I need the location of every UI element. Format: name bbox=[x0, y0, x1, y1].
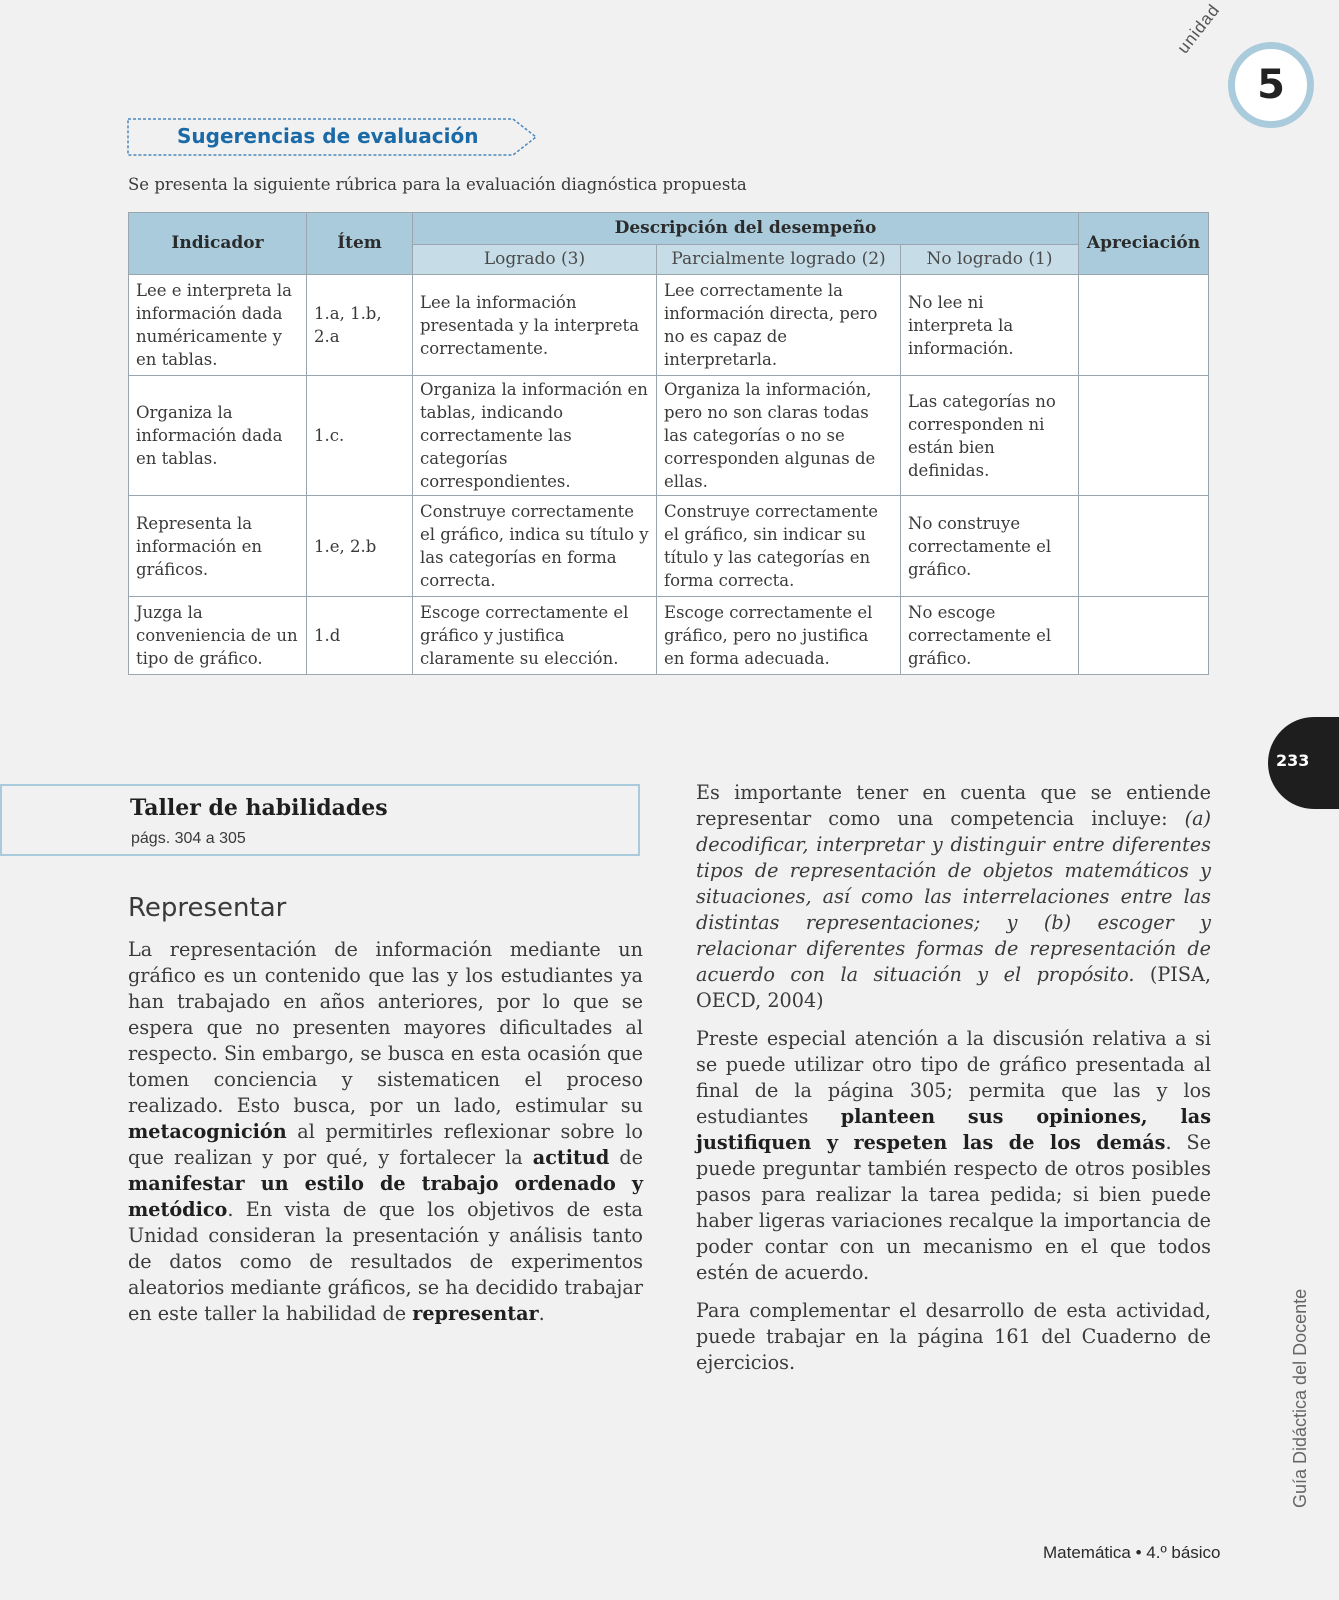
cell-item: 1.c. bbox=[307, 376, 413, 496]
workshop-pages: págs. 304 a 305 bbox=[131, 830, 246, 847]
represent-heading: Representar bbox=[128, 893, 287, 923]
cell-not-achieved: Las categorías no corresponden ni están bien definidas. bbox=[901, 376, 1079, 496]
cell-item: 1.e, 2.b bbox=[307, 496, 413, 597]
table-row bbox=[129, 597, 1209, 675]
evaluation-heading-banner bbox=[127, 118, 537, 156]
cell-indicator: Organiza la información dada en tablas. bbox=[129, 376, 307, 496]
cell-item: 1.a, 1.b, 2.a bbox=[307, 275, 413, 376]
unit-number-badge: 5 bbox=[1228, 42, 1314, 128]
cell-partial: Escoge correctamente el gráfico, pero no justifica en forma adecuada. bbox=[657, 597, 901, 675]
cell-partial: Construye correctamente el gráfico, sin indicar su título y las categorías en forma correcta. bbox=[657, 496, 901, 597]
cell-partial: Lee correctamente la información directa, pero no es capaz de interpretarla. bbox=[657, 275, 901, 376]
cell-partial: Organiza la información, pero no son claras todas las categorías o no se corresponden algunas de ellas. bbox=[657, 376, 901, 496]
page-number-tab bbox=[1268, 717, 1339, 809]
represent-paragraph: La representación de información mediante un gráfico es un contenido que las y los estudiantes ya han trabajado en años anteriores, por lo que se espera que no presenten mayores dificultades al respecto. Sin embargo, se busca en esta ocasión que tomen conciencia y sistematicen el proceso realizado. Esto busca, por un lado, estimular su metacognición al permitirles reflexionar sobre lo que realizan y por qué, y fortalecer la actitud de manifestar un estilo de trabajo ordenado y metódico. En vista de que los objetivos de esta Unidad consideran la presentación y análisis tanto de datos como de resultados de experimentos aleatorios mediante gráficos, se ha decidido trabajar en este taller la habilidad de representar. bbox=[128, 938, 643, 1325]
side-label: Guía Didáctica del Docente bbox=[1290, 1288, 1310, 1508]
complement-paragraph: Para complementar el desarrollo de esta actividad, puede trabajar en la página 161 del Cuaderno de ejercicios. bbox=[696, 1299, 1211, 1374]
page-number: 233 bbox=[1276, 751, 1310, 770]
cell-not-achieved: No escoge correctamente el gráfico. bbox=[901, 597, 1079, 675]
cell-appreciation bbox=[1079, 376, 1209, 496]
table-row bbox=[129, 496, 1209, 597]
workshop-title: Taller de habilidades bbox=[130, 795, 388, 821]
rubric-intro: Se presenta la siguiente rúbrica para la evaluación diagnóstica propuesta bbox=[128, 175, 747, 194]
right-column bbox=[696, 780, 1211, 1388]
discussion-paragraph: Preste especial atención a la discusión relativa a si se puede utilizar otro tipo de gráfico presentada al final de la página 305; permita que las y los estudiantes planteen sus opiniones, las justifiquen y respeten las de los demás. Se puede preguntar también respecto de otros posibles pasos para realizar la tarea pedida; si bien puede haber ligeras variaciones recalque la importancia de poder contar con un mecanismo en el que todos estén de acuerdo. bbox=[696, 1027, 1211, 1284]
cell-item: 1.d bbox=[307, 597, 413, 675]
cell-not-achieved: No construye correctamente el gráfico. bbox=[901, 496, 1079, 597]
cell-indicator: Lee e interpreta la información dada numéricamente y en tablas. bbox=[129, 275, 307, 376]
header-partial: Parcialmente logrado (2) bbox=[657, 245, 901, 275]
cell-appreciation bbox=[1079, 597, 1209, 675]
header-appreciation: Apreciación bbox=[1079, 213, 1209, 275]
workshop-box bbox=[0, 784, 640, 856]
rubric-table bbox=[128, 212, 1209, 675]
header-achieved: Logrado (3) bbox=[413, 245, 657, 275]
unit-label: unidad bbox=[1173, 0, 1224, 58]
cell-not-achieved: No lee ni interpreta la información. bbox=[901, 275, 1079, 376]
cell-appreciation bbox=[1079, 275, 1209, 376]
table-row bbox=[129, 376, 1209, 496]
header-item: Ítem bbox=[307, 213, 413, 275]
evaluation-heading: Sugerencias de evaluación bbox=[177, 124, 479, 148]
cell-achieved: Escoge correctamente el gráfico y justifica claramente su elección. bbox=[413, 597, 657, 675]
table-row bbox=[129, 275, 1209, 376]
cell-achieved: Lee la información presentada y la interpreta correctamente. bbox=[413, 275, 657, 376]
competency-paragraph: Es importante tener en cuenta que se entiende representar como una competencia incluye: (a) decodificar, interpretar y distinguir entre diferentes tipos de representación de objetos matemáticos y situaciones, así como las interrelaciones entre las distintas representaciones; y (b) escoger y relacionar diferentes formas de representación de acuerdo con la situación y el propósito. (PISA, OECD, 2004) bbox=[696, 781, 1211, 1012]
cell-indicator: Representa la información en gráficos. bbox=[129, 496, 307, 597]
footer-label: Matemática • 4.º básico bbox=[1043, 1543, 1221, 1562]
cell-appreciation bbox=[1079, 496, 1209, 597]
cell-indicator: Juzga la conveniencia de un tipo de gráfico. bbox=[129, 597, 307, 675]
header-indicator: Indicador bbox=[129, 213, 307, 275]
cell-achieved: Construye correctamente el gráfico, indica su título y las categorías en forma correcta. bbox=[413, 496, 657, 597]
cell-achieved: Organiza la información en tablas, indicando correctamente las categorías correspondientes. bbox=[413, 376, 657, 496]
header-not-achieved: No logrado (1) bbox=[901, 245, 1079, 275]
header-description: Descripción del desempeño bbox=[413, 213, 1079, 245]
